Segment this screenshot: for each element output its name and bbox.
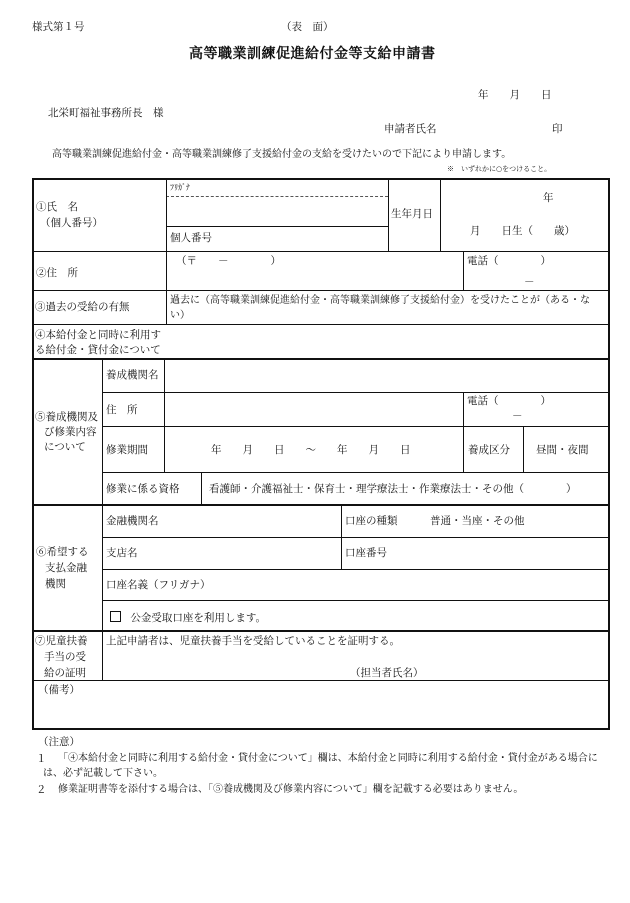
notes-heading: （注意） [38,736,80,748]
seal-mark: 印 [552,123,563,135]
child-allowance-label-3: 給の証明 [44,667,86,679]
name-label: ①氏 名 [36,201,78,213]
postal-code-field[interactable]: （〒 － ） [176,255,281,267]
row-divider [102,426,610,427]
furigana-label: ﾌﾘｶﾞﾅ [170,183,190,192]
branch-name-label: 支店名 [106,547,138,559]
col-divider [102,358,103,680]
col-divider [463,392,464,472]
institution-name-label: 養成機関名 [106,369,159,381]
mynumber-label: 個人番号 [170,232,212,244]
row-divider [102,392,610,393]
past-receipt-text-1[interactable]: 過去に（高等職業訓練促進給付金・高等職業訓練修了支援給付金）を受けたことが（ある・な [170,295,590,306]
row-divider [32,251,610,252]
qualification-label: 修業に係る資格 [106,483,180,495]
col-divider [164,358,165,472]
officer-name-field[interactable]: （担当者氏名） [350,667,424,679]
col-divider [463,251,464,290]
concurrent-benefits-label-2: る給付金・貸付金について [35,344,161,356]
col-divider [388,178,389,251]
col-divider [166,178,167,324]
account-type-options[interactable]: 普通・当座・その他 [430,515,525,527]
note-2-text: 修業証明書等を添付する場合は、「⑤養成機関及び修業内容について」欄を記載する必要はありません。 [58,784,524,795]
row-divider [102,537,610,538]
form-number: 様式第１号 [32,21,85,33]
row-divider [32,324,610,325]
bank-name-label: 金融機関名 [106,515,159,527]
note-1-text-cont: は、必ず記載して下さい。 [43,768,163,779]
study-period-field[interactable]: 年 月 日 ～ 年 月 日 [211,444,411,456]
phone-field[interactable]: 電話（ ） [467,255,551,267]
public-account-option[interactable] [110,611,266,624]
training-section-label-1: ⑤養成機関及 [35,411,98,423]
col-divider [523,426,524,472]
applicant-name-label: 申請者氏名 [384,123,437,135]
mynumber-divider [166,226,388,227]
note-1-number: １ [36,753,47,765]
birthdate-label: 生年月日 [391,208,433,220]
concurrent-benefits-label-1: ④本給付金と同時に利用す [35,329,161,341]
institution-phone-field[interactable]: 電話（ ） [467,395,551,407]
past-receipt-label: ③過去の受給の有無 [35,301,130,313]
bank-section-label-1: ⑥希望する [36,546,89,558]
institution-phone-dash: － [512,410,523,422]
note-2-number: ２ [36,784,47,796]
col-divider [341,504,342,569]
furigana-divider [166,196,388,197]
training-section-label-3: について [44,441,86,453]
certification-text: 上記申請者は、児童扶養手当を受給していることを証明する。 [106,635,400,647]
address-label: ②住 所 [36,267,78,279]
training-section-label-2: び修業内容 [44,426,97,438]
note-1-text: 「④本給付金と同時に利用する給付金・貸付金について」欄は、本給付金と同時に利用する給付金・貸付金がある場合に [58,753,598,764]
public-account-text: 公金受取口座を利用します。 [130,612,267,624]
child-allowance-label-1: ⑦児童扶養 [35,635,88,647]
account-number-label: 口座番号 [345,547,387,559]
birth-year-field[interactable]: 年 [543,192,554,204]
form-side-label: （表 面） [281,21,334,33]
phone-dash: － [524,276,535,288]
personal-number-label: （個人番号） [40,217,103,229]
remarks-label: （備考） [38,684,80,696]
row-divider [32,290,610,291]
intro-text: 高等職業訓練促進給付金・高等職業訓練修了支援給付金の支給を受けたいので下記により申請します。 [52,149,512,160]
training-type-label: 養成区分 [468,444,510,456]
row-divider [102,569,610,570]
row-divider [102,600,610,601]
addressee: 北栄町福祉事務所長 様 [48,107,164,119]
account-holder-label: 口座名義（フリガナ） [106,579,211,591]
page-title: 高等職業訓練促進給付金等支給申請書 [189,46,436,62]
institution-address-label: 住 所 [106,404,138,416]
row-divider [32,680,610,681]
circle-note: ※ いずれかに○をつけること。 [447,165,552,173]
date-field[interactable]: 年 月 日 [478,89,552,101]
row-divider [102,472,610,473]
row-divider [32,504,610,506]
col-divider [201,472,202,504]
training-type-options[interactable]: 昼間・夜間 [536,444,589,456]
row-divider [32,630,610,632]
birth-monthday-field[interactable]: 月 日生（ 歳） [470,225,575,237]
checkbox-icon[interactable] [110,611,121,622]
col-divider [440,178,441,251]
past-receipt-text-2[interactable]: い） [170,310,190,321]
bank-section-label-2: 支払金融 [45,562,87,574]
child-allowance-label-2: 手当の受 [44,651,86,663]
bank-section-label-3: 機関 [45,578,66,590]
account-type-label: 口座の種類 [345,515,398,527]
qualification-options[interactable]: 看護師・介護福祉士・保育士・理学療法士・作業療法士・その他（ ） [209,483,577,495]
row-divider [32,358,610,360]
study-period-label: 修業期間 [106,444,148,456]
